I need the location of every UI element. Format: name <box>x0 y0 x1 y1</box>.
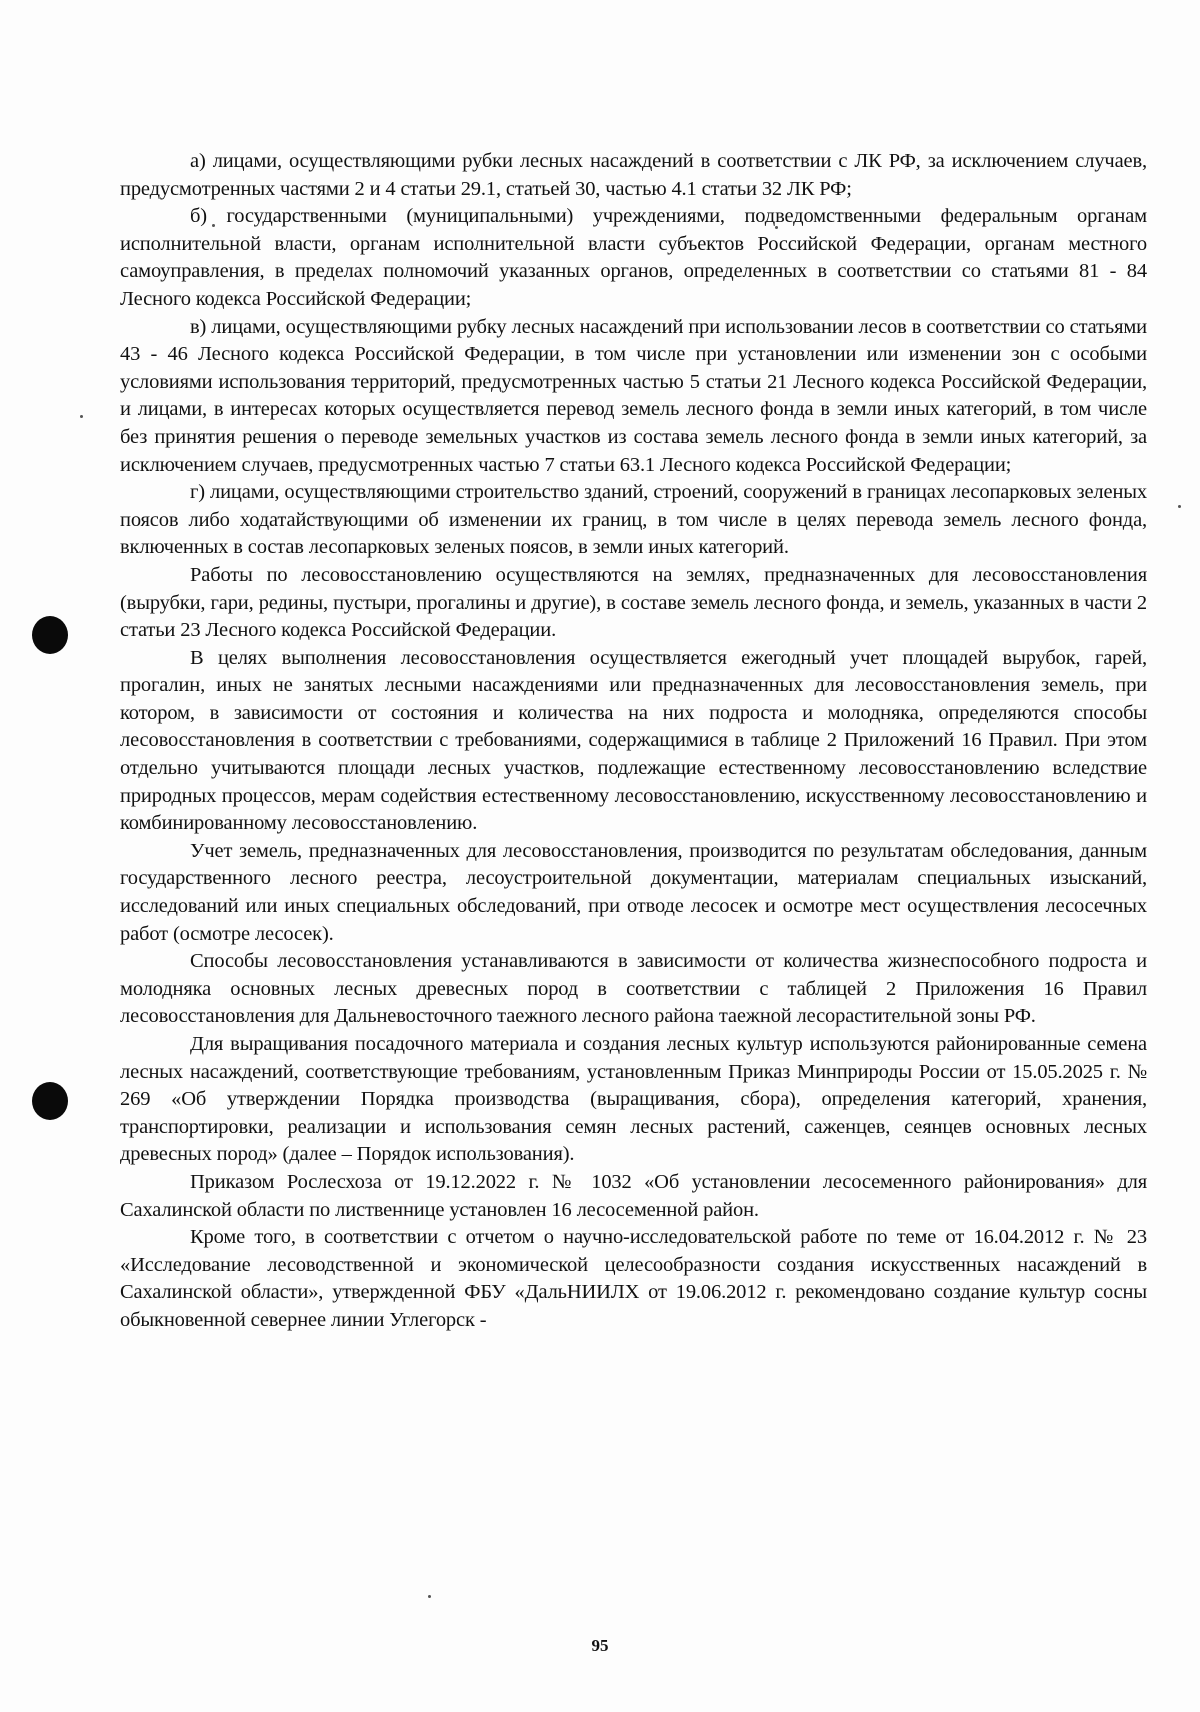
scan-speck <box>80 415 83 418</box>
paragraph-land-accounting: Учет земель, предназначенных для лесовосстановления, производится по результатам обследования, данным государственного лесного реестра, лесоустроительной документации, материалам специальных изысканий, исследований или иных специальных обследований, при отводе лесосек и осмотре мест осуществления лесосечных работ (осмотре лесосек). <box>120 839 1147 945</box>
paragraph-reforestation-methods: Способы лесовосстановления устанавливаются в зависимости от количества жизнеспособного подроста и молодняка основных лесных древесных пород в соответствии с таблицей 2 Приложения 16 Правил лесовосстановления для Дальневосточного таежного лесного района таежной лесорастительной зоны РФ. <box>120 950 1147 1028</box>
paragraph-item-g: г) лицами, осуществляющими строительство зданий, строений, сооружений в границах лесопарковых зеленых поясов либо ходатайствующими об изменении их границ, в том числе в целях перевода земель лесного фонда, включенных в состав лесопарковых зеленых поясов, в земли иных категорий. <box>120 481 1147 559</box>
punch-hole-top <box>32 616 68 654</box>
paragraph-annual-accounting: В целях выполнения лесовосстановления осуществляется ежегодный учет площадей вырубок, гарей, прогалин, иных не занятых лесными насаждениями или предназначенных для лесовосстановления земель, при котором, в зависимости от состояния и количества на них подроста и молодняка, определяются способы лесовосстановления в соответствии с требованиями, содержащимися в таблице 2 Приложений 16 Правил. При этом отдельно учитываются площади лесных участков, подлежащие естественному лесовосстановлению вследствие природных процессов, мерам содействия естественному лесовосстановлению, искусственному лесовосстановлению и комбинированному лесовосстановлению. <box>120 646 1147 835</box>
scan-speck <box>1178 505 1181 508</box>
page-number: 95 <box>591 1636 609 1655</box>
paragraph-item-a: а) лицами, осуществляющими рубки лесных насаждений в соответствии с ЛК РФ, за исключением случаев, предусмотренных частями 2 и 4 статьи 29.1, статьей 30, частью 4.1 статьи 32 ЛК РФ; <box>120 150 1147 200</box>
paragraph-item-v: в) лицами, осуществляющими рубку лесных насаждений при использовании лесов в соответствии со статьями 43 - 46 Лесного кодекса Российской Федерации, в том числе при установлении или изменении зон с особыми условиями использования территорий, предусмотренных частью 5 статьи 21 Лесного кодекса Российской Федерации, и лицами, в интересах которых осуществляется перевод земель лесного фонда в земли иных категорий, в том числе без принятия решения о переводе земельных участков из состава земель лесного фонда в земли иных категорий, за исключением случаев, предусмотренных частью 7 статьи 63.1 Лесного кодекса Российской Федерации; <box>120 315 1147 476</box>
paragraph-item-b: б) государственными (муниципальными) учреждениями, подведомственными федеральным органам исполнительной власти, органам исполнительной власти субъектов Российской Федерации, органам местного самоуправления, в пределах полномочий указанных органов, определенных в соответствии со статьями 81 - 84 Лесного кодекса Российской Федерации; <box>120 205 1147 310</box>
paragraph-planting-material: Для выращивания посадочного материала и создания лесных культур используются районированные семена лесных насаждений, соответствующие требованиям, установленным Приказ Минприроды России от 15.05.2025 г. № 269 «Об утверждении Порядка производства (выращивания, сбора), определения категорий, хранения, транспортировки, реализации и использования семян лесных растений, саженцев, сеянцев основных лесных древесных пород» (далее – Порядок использования). <box>120 1033 1147 1166</box>
paragraph-reforestation-lands: Работы по лесовосстановлению осуществляются на землях, предназначенных для лесовосстановления (вырубки, гари, редины, пустыри, прогалины и другие), в составе земель лесного фонда, и земель, указанных в части 2 статьи 23 Лесного кодекса Российской Федерации. <box>120 563 1147 642</box>
body-text <box>120 148 1147 1335</box>
punch-hole-bottom <box>32 1082 68 1120</box>
scan-speck <box>428 1595 431 1598</box>
paragraph-research-report: Кроме того, в соответствии с отчетом о научно-исследовательской работе по теме от 16.04.2012 г. № 23 «Исследование лесоводственной и экономической целесообразности создания искусственных насаждений в Сахалинской области», утвержденной ФБУ «ДальНИИЛХ от 19.06.2012 г. рекомендовано создание культур сосны обыкновенной севернее линии Углегорск - <box>120 1226 1147 1331</box>
paragraph-rosleskhoz-order: Приказом Рослесхоза от 19.12.2022 г. № 1032 «Об установлении лесосеменного районирования» для Сахалинской области по лиственнице установлен 16 лесосеменной район. <box>120 1170 1147 1221</box>
